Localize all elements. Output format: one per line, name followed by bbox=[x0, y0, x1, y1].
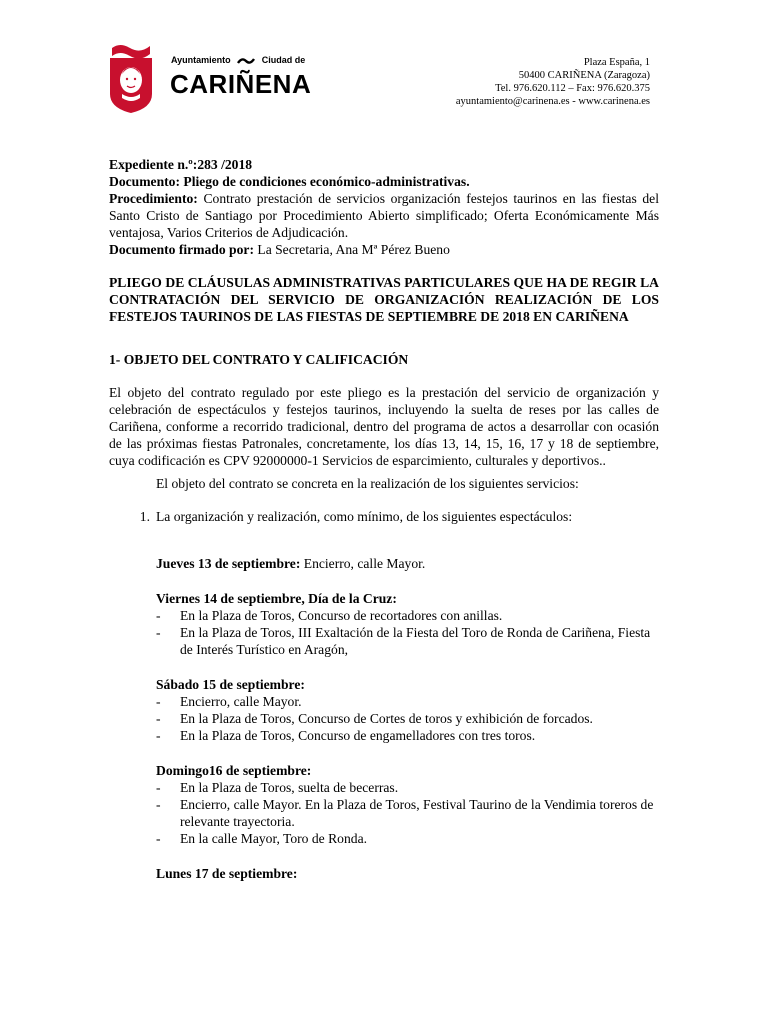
documento-label: Documento: bbox=[109, 174, 180, 189]
day-label: Sábado 15 de septiembre: bbox=[156, 677, 305, 692]
day-jueves bbox=[109, 555, 659, 572]
expediente: Expediente n.º:283 /2018 bbox=[109, 157, 253, 172]
paragraph-objeto: El objeto del contrato regulado por este pliego es la prestación del servicio de organización y celebración de espectáculos y festejos taurinos, incluyendo la suelta de reses por las calles de Cariñena, conforme a recorrido tradicional, dentro del programa de actos a desarrollar con ocasión de las próximas fiestas Patronales, concretamente, los días 13, 14, 15, 16, 17 y 18 de septiembre, cuya codificación es CPV 92000000-1 Servicios de esparcimiento, culturales y deportivos.. bbox=[109, 385, 659, 468]
firmado-value: La Secretaria, Ana Mª Pérez Bueno bbox=[257, 242, 450, 257]
day-sabado bbox=[109, 676, 659, 744]
list-item: - Encierro, calle Mayor. En la Plaza de Toros, Festival Taurino de la Vendimia toreros de relevante trayectoria. bbox=[156, 797, 654, 829]
numbered-item bbox=[109, 508, 659, 525]
municipal-logo bbox=[108, 42, 358, 114]
logo-ayuntamiento: Ayuntamiento bbox=[171, 55, 231, 65]
tilde-icon bbox=[237, 56, 255, 66]
procedimiento-label: Procedimiento: bbox=[109, 191, 198, 206]
day-label: Domingo16 de septiembre: bbox=[156, 763, 312, 778]
day-lunes bbox=[109, 865, 659, 882]
list-item: - En la Plaza de Toros, Concurso de Cortes de toros y exhibición de forcados. bbox=[156, 711, 593, 726]
coat-of-arms-icon bbox=[108, 42, 154, 114]
item-text: La organización y realización, como mínimo, de los siguientes espectáculos: bbox=[156, 509, 573, 524]
event-list bbox=[156, 779, 659, 847]
document-body bbox=[109, 156, 659, 882]
logo-town-name: CARIÑENA bbox=[170, 69, 312, 99]
address-line: Tel. 976.620.112 – Fax: 976.620.375 bbox=[495, 83, 650, 94]
address-line: ayuntamiento@carinena.es - www.carinena.es bbox=[455, 96, 650, 107]
list-item: - En la Plaza de Toros, Concurso de engamelladores con tres toros. bbox=[156, 728, 536, 743]
list-item: - En la Plaza de Toros, suelta de becerras. bbox=[156, 780, 399, 795]
logo-ciudad: Ciudad de bbox=[261, 55, 306, 65]
event-list bbox=[156, 693, 659, 744]
section-heading: 1- OBJETO DEL CONTRATO Y CALIFICACIÓN bbox=[109, 352, 409, 367]
procedimiento-value: Contrato prestación de servicios organización festejos taurinos en las fiestas del Santo Cristo de Santiago por Procedimiento Abierto simplificado; Oferta Económicamente Más ventajosa, Varios Criterios de Adjudicación. bbox=[109, 191, 659, 240]
day-domingo bbox=[109, 762, 659, 847]
firmado-label: Documento firmado por: bbox=[109, 242, 254, 257]
day-label: Viernes 14 de septiembre, Día de la Cruz: bbox=[156, 591, 397, 606]
day-viernes bbox=[109, 590, 659, 658]
address-line: Plaza España, 1 bbox=[583, 57, 650, 68]
documento-value: Pliego de condiciones económico-administrativas. bbox=[183, 174, 470, 189]
day-text: Encierro, calle Mayor. bbox=[303, 556, 426, 571]
document-meta bbox=[109, 156, 659, 258]
list-item: - En la Plaza de Toros, III Exaltación de la Fiesta del Toro de Ronda de Cariñena, Fiesta de Interés Turístico en Aragón, bbox=[156, 625, 651, 657]
item-number: 1. bbox=[139, 509, 150, 524]
address-line: 50400 CARIÑENA (Zaragoza) bbox=[518, 70, 650, 81]
list-item: - En la calle Mayor, Toro de Ronda. bbox=[156, 831, 367, 846]
paragraph-concreta: El objeto del contrato se concreta en la realización de los siguientes servicios: bbox=[156, 476, 579, 491]
list-item: - Encierro, calle Mayor. bbox=[156, 694, 302, 709]
header-address bbox=[456, 56, 650, 108]
logo-subtitle bbox=[171, 55, 305, 66]
list-item: - En la Plaza de Toros, Concurso de recortadores con anillas. bbox=[156, 608, 503, 623]
event-list bbox=[156, 607, 659, 658]
day-label: Lunes 17 de septiembre: bbox=[156, 866, 298, 881]
day-label: Jueves 13 de septiembre: bbox=[156, 556, 301, 571]
document-title: PLIEGO DE CLÁUSULAS ADMINISTRATIVAS PARTICULARES QUE HA DE REGIR LA CONTRATACIÓN DEL SERVICIO DE ORGANIZACIÓN REALIZACIÓN DE LOS FESTEJOS TAURINOS DE LAS FIESTAS DE SEPTIEMBRE DE 2018 EN CARIÑENA bbox=[109, 275, 659, 324]
